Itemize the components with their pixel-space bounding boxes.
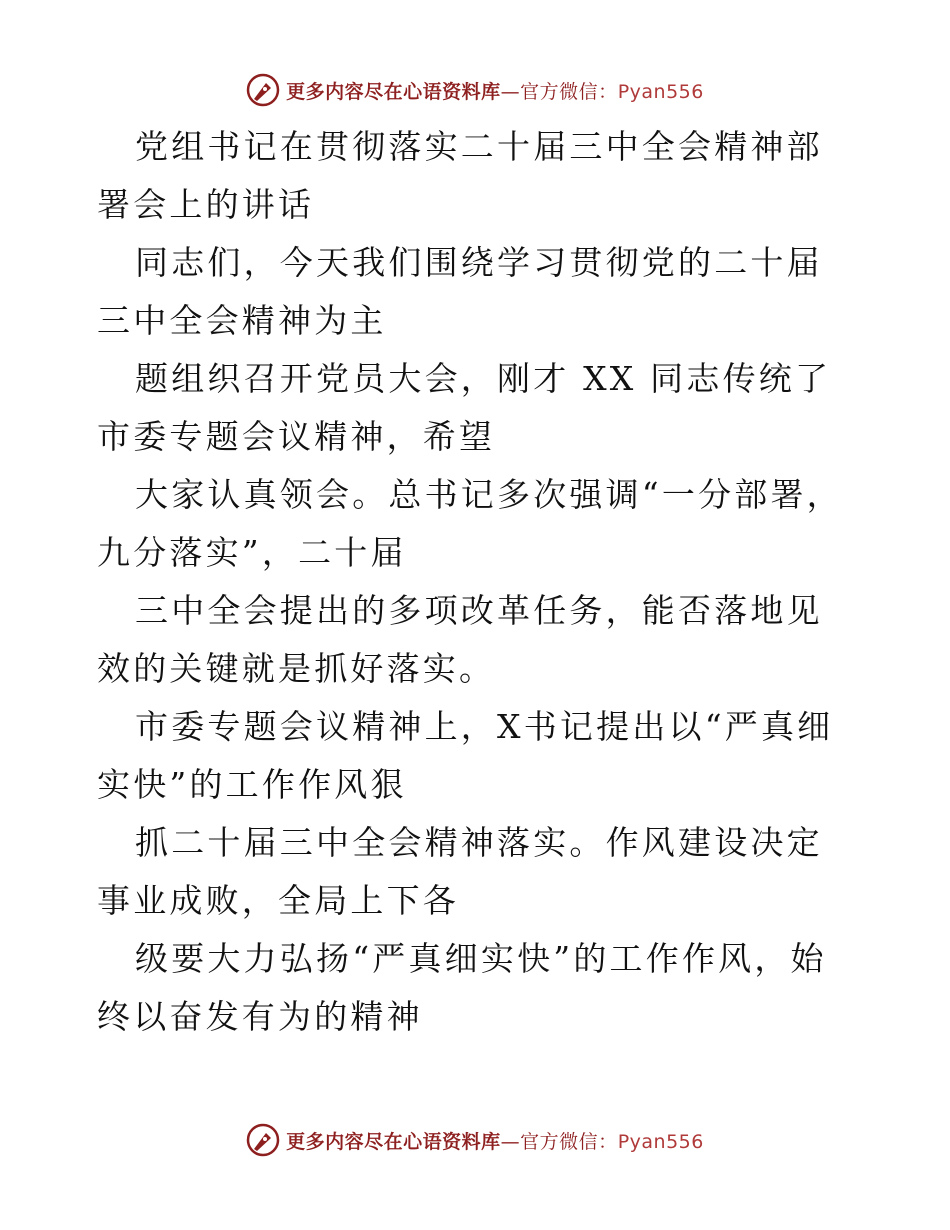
paragraph-6: 抓二十届三中全会精神落实。作风建设决定事业成败，全局上下各 bbox=[97, 823, 823, 920]
document-body bbox=[97, 118, 857, 1046]
paragraph-3: 大家认真领会。总书记多次强调“一分部署，九分落实”，二十届 bbox=[97, 475, 843, 572]
paragraph-5: 市委专题会议精神上，X书记提出以“严真细实快”的工作作风狠 bbox=[97, 707, 834, 804]
paragraph-7: 级要大力弘扬“严真细实快”的工作作风，始终以奋发有为的精神 bbox=[97, 939, 827, 1036]
banner-site-text: 更多内容尽在心语资料库 bbox=[286, 80, 501, 103]
paragraph-4: 三中全会提出的多项改革任务，能否落地见效的关键就是抓好落实。 bbox=[97, 591, 823, 688]
header-banner bbox=[0, 70, 950, 110]
pen-nib-logo-icon bbox=[246, 73, 280, 107]
banner-separator: — bbox=[500, 80, 521, 103]
banner-wechat-label: 官方微信： bbox=[520, 1130, 618, 1153]
footer-banner bbox=[0, 1120, 950, 1160]
paragraph-2: 题组织召开党员大会，刚才 XX 同志传统了市委专题会议精神，希望 bbox=[97, 359, 832, 456]
banner-wechat-id: Pyan556 bbox=[617, 1130, 704, 1153]
banner-wechat-label: 官方微信： bbox=[520, 80, 618, 103]
banner-text bbox=[286, 77, 704, 104]
banner-text bbox=[286, 1127, 704, 1154]
banner-separator: — bbox=[500, 1130, 521, 1153]
banner-wechat-id: Pyan556 bbox=[617, 80, 704, 103]
pen-nib-logo-icon bbox=[246, 1123, 280, 1157]
document-title: 党组书记在贯彻落实二十届三中全会精神部署会上的讲话 bbox=[97, 127, 823, 224]
banner-site-text: 更多内容尽在心语资料库 bbox=[286, 1130, 501, 1153]
paragraph-1: 同志们，今天我们围绕学习贯彻党的二十届三中全会精神为主 bbox=[97, 243, 823, 340]
